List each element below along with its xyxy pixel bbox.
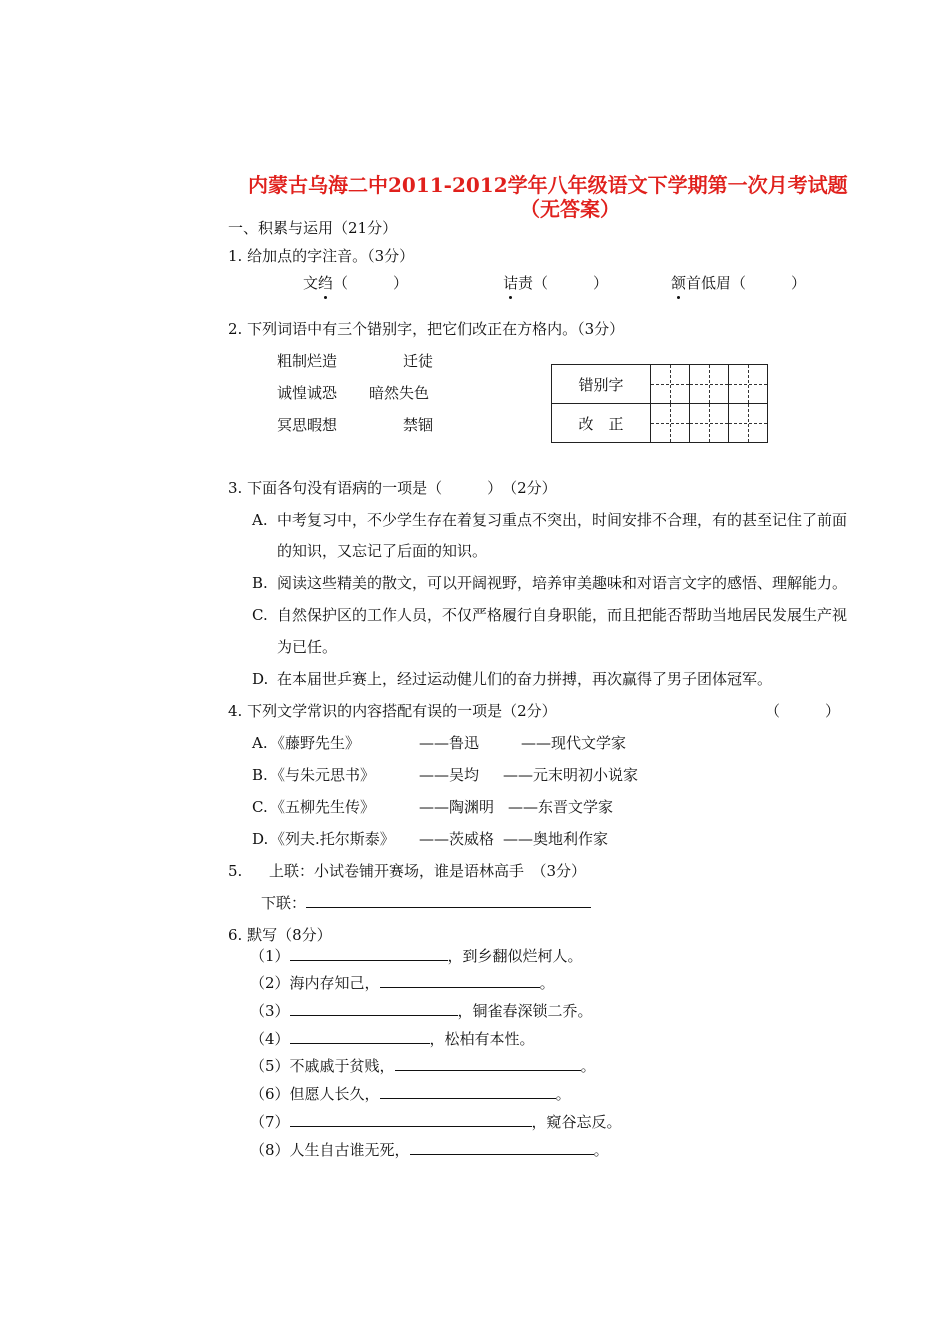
recite-line: （1） ，到乡翻似烂柯人。	[250, 947, 583, 965]
option-text: 在本届世乒赛上，经过运动健儿们的奋力拼搏，再次赢得了男子团体冠军。	[277, 670, 773, 688]
answer-paren[interactable]: （ ）	[731, 274, 807, 292]
answer-blank[interactable]	[290, 1029, 430, 1044]
q1-item-1: 文绉（ ）	[303, 274, 409, 292]
question-5-xialian: 下联：	[261, 893, 591, 913]
answer-blank[interactable]	[290, 946, 448, 961]
grid-cell[interactable]	[690, 404, 729, 443]
recite-line: （8）人生自古谁无死， 。	[250, 1141, 609, 1159]
answer-paren[interactable]: （ ）	[333, 274, 409, 292]
answer-blank[interactable]	[380, 973, 540, 988]
q2-word: 诚惶诚恐	[277, 384, 338, 402]
option-label: C.	[252, 606, 268, 624]
recite-line: （4） ，松柏有本性。	[250, 1030, 535, 1048]
grid-cell[interactable]	[651, 404, 690, 443]
dotted-char: 颔	[671, 274, 687, 292]
question-5-shanglian: 上联：小试卷铺开赛场，谁是语林高手 （3分）	[269, 862, 587, 880]
answer-blank[interactable]	[306, 893, 591, 908]
option-text-cont: 的知识，又忘记了后面的知识。	[277, 542, 488, 560]
answer-paren[interactable]: （ ）	[765, 702, 841, 720]
section-heading: 一、积累与运用（21分）	[228, 219, 398, 237]
q1-item-3: 颔首低眉（ ）	[671, 274, 807, 292]
option-label: D.	[252, 830, 269, 848]
option-label: D.	[252, 670, 269, 688]
option-desc: ——东晋文学家	[508, 798, 614, 816]
option-author: ——茨威格	[419, 830, 495, 848]
option-author: ——陶渊明	[419, 798, 495, 816]
table-label-correct: 改 正	[552, 404, 651, 443]
option-desc: ——现代文学家	[521, 734, 627, 752]
dotted-char: 诘	[503, 274, 519, 292]
option-text: 阅读这些精美的散文，可以开阔视野，培养审美趣味和对语言文字的感悟、理解能力。	[277, 574, 848, 592]
option-author: ——吴均	[419, 766, 480, 784]
option-label: A.	[252, 734, 268, 752]
option-label: A.	[252, 511, 268, 529]
question-2-stem: 2. 下列词语中有三个错别字，把它们改正在方格内。（3分）	[228, 320, 625, 338]
grid-cell[interactable]	[729, 365, 768, 404]
answer-blank[interactable]	[290, 1112, 532, 1127]
answer-paren[interactable]: （ ）	[533, 274, 609, 292]
option-work: 《藤野先生》	[270, 734, 361, 752]
question-3-stem: 3. 下面各句没有语病的一项是（ ） （2分）	[228, 479, 557, 497]
recite-line: （5）不戚戚于贫贱， 。	[250, 1057, 596, 1075]
grid-cell[interactable]	[729, 404, 768, 443]
option-text: 中考复习中，不少学生存在着复习重点不突出，时间安排不合理，有的甚至记住了前面	[277, 511, 848, 529]
answer-blank[interactable]	[395, 1056, 581, 1071]
q2-word: 禁锢	[403, 416, 434, 434]
recite-line: （7） ，窥谷忘反。	[250, 1113, 622, 1131]
option-author: ——鲁迅	[419, 734, 480, 752]
answer-blank[interactable]	[380, 1084, 556, 1099]
question-1-stem: 1. 给加点的字注音。（3分）	[228, 247, 415, 265]
answer-blank[interactable]	[410, 1140, 594, 1155]
option-label: B.	[252, 574, 268, 592]
question-6-stem: 6. 默写（8分）	[228, 926, 332, 944]
question-4-stem: 4. 下列文学常识的内容搭配有误的一项是（2分）	[228, 702, 557, 720]
option-desc: ——奥地利作家	[503, 830, 609, 848]
grid-cell[interactable]	[651, 365, 690, 404]
option-label: B.	[252, 766, 268, 784]
recite-line: （6）但愿人长久， 。	[250, 1085, 571, 1103]
correction-table	[551, 364, 768, 443]
table-label-wrong: 错别字	[552, 365, 651, 404]
option-text-cont: 为已任。	[277, 638, 338, 656]
q2-word: 暗然失色	[369, 384, 430, 402]
option-text: 自然保护区的工作人员，不仅严格履行自身职能，而且把能否帮助当地居民发展生产视	[277, 606, 848, 624]
q2-word: 冥思暇想	[277, 416, 338, 434]
option-work: 《列夫.托尔斯泰》	[270, 830, 395, 848]
page-title: 内蒙古乌海二中2011-2012学年八年级语文下学期第一次月考试题	[248, 173, 848, 197]
dotted-char: 绉	[318, 274, 334, 292]
recite-line: （3） ，铜雀春深锁二乔。	[250, 1002, 593, 1020]
option-desc: ——元末明初小说家	[503, 766, 639, 784]
answer-blank[interactable]	[290, 1001, 458, 1016]
page-subtitle: （无答案）	[520, 197, 620, 221]
recite-line: （2）海内存知己， 。	[250, 974, 555, 992]
grid-cell[interactable]	[690, 365, 729, 404]
q1-item-2: 诘责（ ）	[503, 274, 609, 292]
option-label: C.	[252, 798, 268, 816]
question-5-num: 5.	[228, 862, 243, 880]
q2-word: 迁徒	[403, 352, 434, 370]
option-work: 《五柳先生传》	[270, 798, 376, 816]
q2-word: 粗制烂造	[277, 352, 338, 370]
option-work: 《与朱元思书》	[270, 766, 376, 784]
